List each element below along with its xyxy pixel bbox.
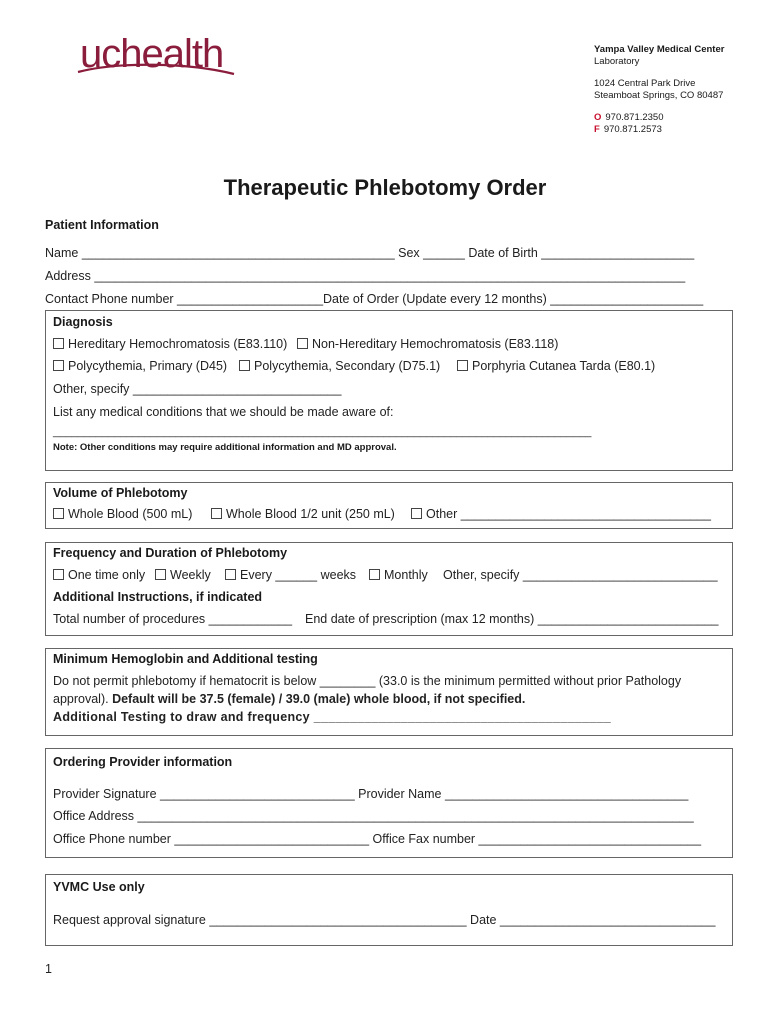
patient-address-field[interactable]: Address _____________________________________________________________________________________ [45, 269, 686, 283]
checkbox-icon[interactable] [457, 360, 468, 371]
dx-polycythemia-primary-option[interactable]: Polycythemia, Primary (D45) [53, 359, 227, 373]
office-address-field[interactable]: Office Address ________________________________________________________________________________ [53, 809, 694, 823]
checkbox-icon[interactable] [53, 508, 64, 519]
checkbox-icon[interactable] [53, 338, 64, 349]
freq-monthly-option[interactable]: Monthly [369, 568, 428, 582]
dx-porphyria-option[interactable]: Porphyria Cutanea Tarda (E80.1) [457, 359, 655, 373]
freq-one-time-option[interactable]: One time only [53, 568, 145, 582]
volume-250-option[interactable]: Whole Blood 1/2 unit (250 mL) [211, 507, 395, 521]
org-name: Yampa Valley Medical Center [594, 44, 725, 55]
freq-every-weeks-option[interactable]: Every ______ weeks [225, 568, 356, 582]
checkbox-icon[interactable] [369, 569, 380, 580]
end-date-field[interactable]: End date of prescription (max 12 months) __________________________ [305, 612, 719, 626]
phone: O 970.871.2350 [594, 112, 664, 123]
provider-signature-field[interactable]: Provider Signature ____________________________ Provider Name ___________________________________ [53, 787, 689, 801]
checkbox-icon[interactable] [155, 569, 166, 580]
default-values-text: approval). Default will be 37.5 (female) / 39.0 (male) whole blood, if not specified. [53, 692, 526, 706]
yvmc-heading: YVMC Use only [53, 880, 145, 894]
checkbox-icon[interactable] [53, 569, 64, 580]
dx-polycythemia-secondary-option[interactable]: Polycythemia, Secondary (D75.1) [239, 359, 440, 373]
total-procedures-field[interactable]: Total number of procedures ____________ [53, 612, 293, 626]
freq-weekly-option[interactable]: Weekly [155, 568, 211, 582]
additional-testing-field[interactable]: Additional Testing to draw and frequency _________________________________________ [53, 710, 612, 724]
checkbox-icon[interactable] [239, 360, 250, 371]
conditions-field[interactable]: ________________________________________________________________________________________ [53, 426, 592, 438]
dx-other-field[interactable]: Other, specify ______________________________ [53, 382, 342, 396]
address-line2: Steamboat Springs, CO 80487 [594, 90, 724, 101]
volume-other-option[interactable]: Other ____________________________________ [411, 507, 711, 521]
patient-info-heading: Patient Information [45, 218, 159, 232]
department: Laboratory [594, 56, 640, 67]
address-line1: 1024 Central Park Drive [594, 78, 696, 89]
approval-signature-field[interactable]: Request approval signature _____________________________________ Date _______________________________ [53, 913, 716, 927]
checkbox-icon[interactable] [411, 508, 422, 519]
provider-heading: Ordering Provider information [53, 755, 233, 769]
checkbox-icon[interactable] [297, 338, 308, 349]
office-phone-field[interactable]: Office Phone number ____________________________ Office Fax number ________________________________ [53, 832, 702, 846]
hematocrit-field[interactable]: Do not permit phlebotomy if hematocrit is below ________ (33.0 is the minimum permitted without prior Pathology [53, 674, 682, 688]
dx-hereditary-option[interactable]: Hereditary Hemochromatosis (E83.110) [53, 337, 287, 351]
hemoglobin-heading: Minimum Hemoglobin and Additional testing [53, 652, 318, 666]
freq-other-field[interactable]: Other, specify ____________________________ [443, 568, 718, 582]
instructions-heading: Additional Instructions, if indicated [53, 590, 263, 604]
logo-swoosh-icon [76, 60, 236, 78]
uchealth-logo: uchealth [80, 32, 224, 76]
dx-nonhereditary-option[interactable]: Non-Hereditary Hemochromatosis (E83.118) [297, 337, 558, 351]
diagnosis-heading: Diagnosis [53, 315, 113, 329]
volume-500-option[interactable]: Whole Blood (500 mL) [53, 507, 192, 521]
contact-phone-field[interactable]: Contact Phone number _____________________Date of Order (Update every 12 months) ______________________ [45, 292, 704, 306]
yvmc-section [45, 874, 733, 946]
page-number: 1 [45, 962, 52, 976]
frequency-heading: Frequency and Duration of Phlebotomy [53, 546, 288, 560]
checkbox-icon[interactable] [53, 360, 64, 371]
fax: F 970.871.2573 [594, 124, 662, 135]
diagnosis-note: Note: Other conditions may require additional information and MD approval. [53, 442, 397, 453]
conditions-label: List any medical conditions that we should be made aware of: [53, 405, 394, 419]
page-title: Therapeutic Phlebotomy Order [223, 175, 547, 200]
checkbox-icon[interactable] [225, 569, 236, 580]
patient-name-field[interactable]: Name _____________________________________________ Sex ______ Date of Birth ______________________ [45, 246, 695, 260]
checkbox-icon[interactable] [211, 508, 222, 519]
volume-heading: Volume of Phlebotomy [53, 486, 188, 500]
